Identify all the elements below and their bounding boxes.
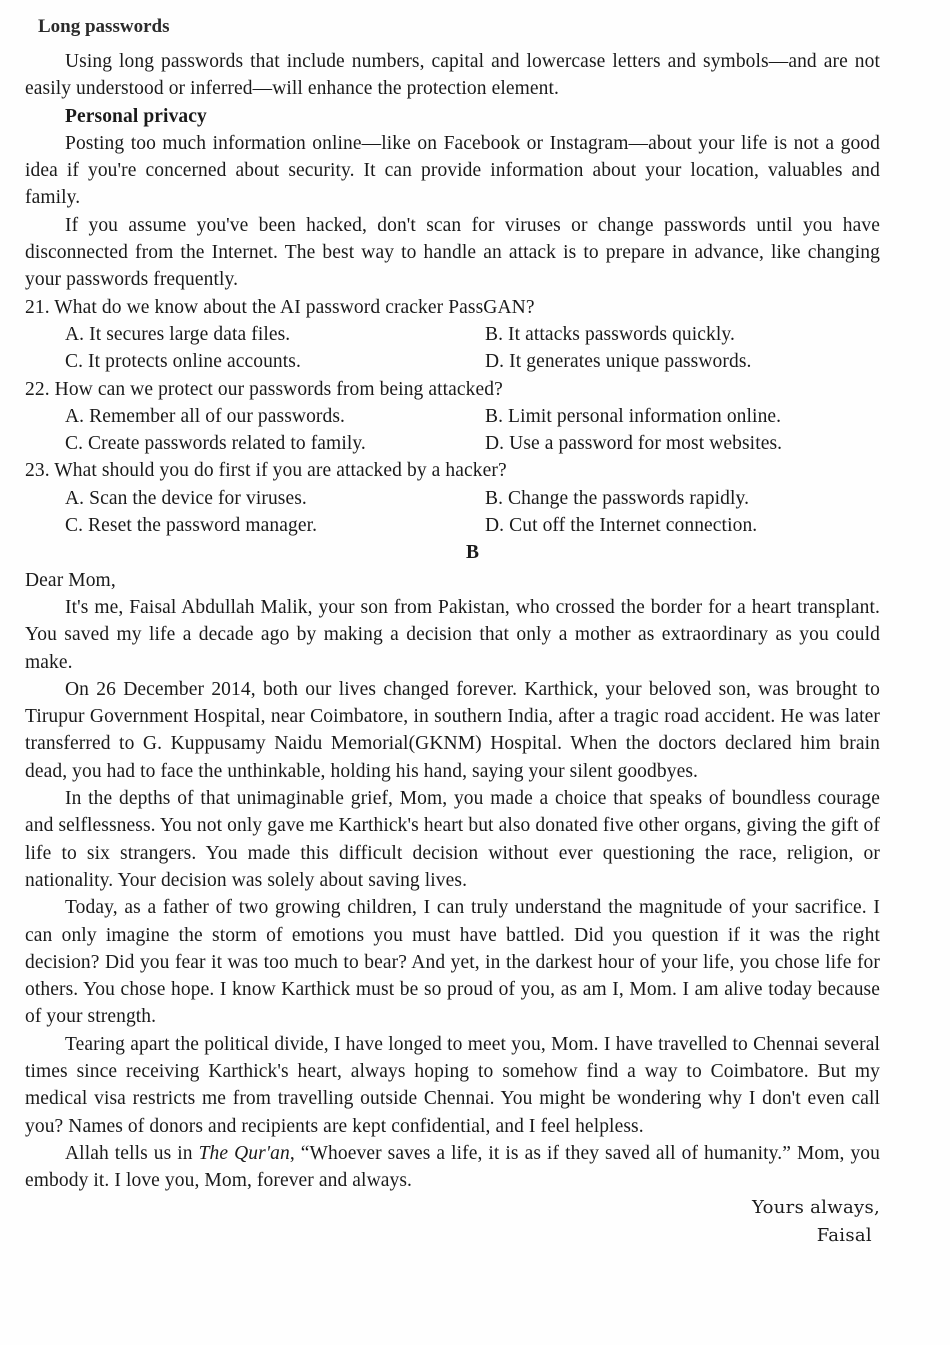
letter-paragraph-quran [25,1140,880,1195]
letter-signature: Faisal [816,1224,872,1246]
clipped-section-heading [38,16,218,38]
question-21-option-b[interactable]: B. It attacks passwords quickly. [485,323,735,345]
question-23 [25,457,880,539]
question-23-row-ab [25,485,880,512]
section-letter-b: B [465,542,479,564]
question-21 [25,294,880,376]
question-22-option-d[interactable]: D. Use a password for most websites. [485,433,783,455]
letter-paragraph-2: On 26 December 2014, both our lives changed forever. Karthick, your beloved son, was brought to Tirupur Government Hospital, near Coimbatore, in southern India, after a tragic road accident. He was later transferred to G. Kuppusamy Naidu Memorial(GKNM) Hospital. When the doctors declared him brain dead, you had to face the unthinkable, holding his hand, saying your silent goodbyes. [25,678,880,782]
question-21-row-cd [25,348,880,375]
letter-paragraph-3: In the depths of that unimaginable grief, Mom, you made a choice that speaks of boundless courage and selflessness. You not only gave me Karthick's heart but also donated five other organs, giving the gift of life to six strangers. You made this difficult decision without ever questioning the race, religion, or nationality. Your decision was solely about saving lives. [25,788,880,891]
question-22-row-ab [25,403,880,430]
question-22-stem: 22. How can we protect our passwords from being attacked? [25,378,503,400]
letter-paragraph-4: Today, as a father of two growing children, I can truly understand the magnitude of your sacrifice. I can only imagine the storm of emotions you must have battled. Did you question if it was the right decision? Did you fear it was too much to bear? And yet, in the darkest hour of your life, you chose life for others. You chose hope. I know Karthick must be so proud of you, as am I, Mom. I am alive today because of your strength. [25,897,880,1028]
question-21-row-ab [25,321,880,348]
question-22-option-a[interactable]: A. Remember all of our passwords. [65,405,346,427]
reading-passage-a [25,48,880,1249]
letter-salutation: Dear Mom, [25,569,116,591]
question-21-stem: 21. What do we know about the AI password cracker PassGAN? [25,296,535,318]
question-22-option-b[interactable]: B. Limit personal information online. [485,405,782,427]
subheading-personal-privacy: Personal privacy [65,105,207,127]
question-22 [25,376,880,458]
question-21-option-d[interactable]: D. It generates unique passwords. [485,351,752,373]
clipped-section-heading-text: Long passwords [38,16,170,37]
letter-closing: Yours always, [752,1197,880,1219]
passage-paragraph-hacked: If you assume you've been hacked, don't scan for viruses or change passwords until you have disconnected from the Internet. The best way to handle an attack is to prepare in advance, like changing your passwords frequently. [25,214,880,291]
question-23-row-cd [25,512,880,539]
question-23-option-a[interactable]: A. Scan the device for viruses. [65,487,307,509]
question-21-option-c[interactable]: C. It protects online accounts. [65,351,301,373]
quran-book-title: The Qur'an [198,1142,290,1164]
quran-text-after: , “Whoever saves a life, it is as if they saved all of humanity.” Mom, you embody it. I love you, Mom, forever and always. [25,1142,880,1192]
question-22-row-cd [25,430,880,457]
question-23-option-b[interactable]: B. Change the passwords rapidly. [485,487,750,509]
passage-paragraph-long-passwords: Using long passwords that include numbers, capital and lowercase letters and symbols—and are not easily understood or inferred—will enhance the protection element. [25,51,880,100]
passage-paragraph-posting: Posting too much information online—like on Facebook or Instagram—about your life is not a good idea if you're concerned about security. It can provide information about your location, valuables and family. [25,132,880,209]
question-22-option-c[interactable]: C. Create passwords related to family. [65,433,366,455]
letter-paragraph-5: Tearing apart the political divide, I have longed to meet you, Mom. I have travelled to Chennai several times since receiving Karthick's heart, always hoping to somehow find a way to Coimbatore. But my medical visa restricts me from travelling outside Chennai. You might be wondering why I don't even call you? Names of donors and recipients are kept confidential, and I feel helpless. [25,1033,880,1137]
question-23-stem: 23. What should you do first if you are attacked by a hacker? [25,460,507,482]
quran-text-before: Allah tells us in [65,1142,199,1164]
question-21-option-a[interactable]: A. It secures large data files. [65,323,291,345]
question-23-option-d[interactable]: D. Cut off the Internet connection. [485,515,758,537]
letter-paragraph-1: It's me, Faisal Abdullah Malik, your son from Pakistan, who crossed the border for a heart transplant. You saved my life a decade ago by making a decision that only a mother as extraordinary as you could make. [25,596,880,673]
question-23-option-c[interactable]: C. Reset the password manager. [65,515,318,537]
